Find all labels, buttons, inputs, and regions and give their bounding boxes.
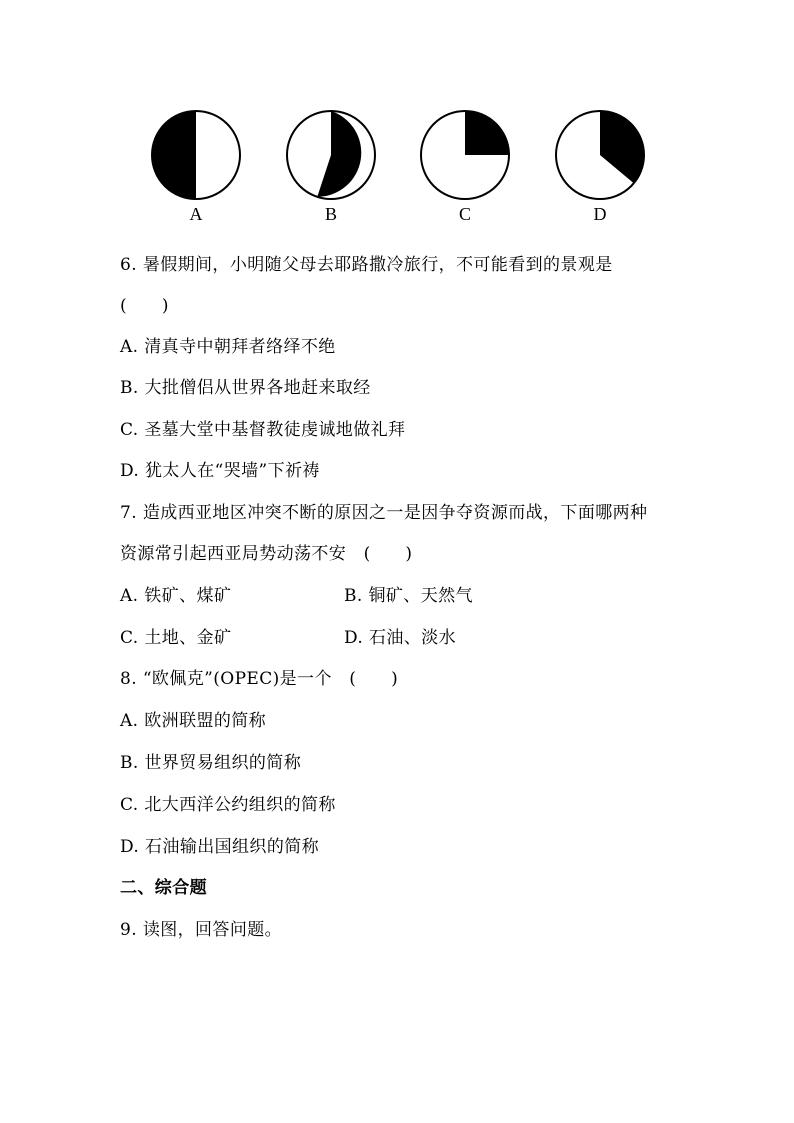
q8-option-d: D. 石油输出国组织的简称 bbox=[120, 837, 320, 857]
q7-option-d: D. 石油、淡水 bbox=[344, 628, 457, 648]
q8-option-c: C. 北大西洋公约组织的简称 bbox=[120, 795, 336, 815]
figure-label-b: B bbox=[324, 204, 337, 224]
q8-option-a: A. 欧洲联盟的简称 bbox=[120, 711, 267, 731]
circle-d bbox=[556, 111, 644, 199]
q8-option-b: B. 世界贸易组织的简称 bbox=[120, 753, 302, 773]
q6-option-b: B. 大批僧侣从世界各地赶来取经 bbox=[120, 378, 371, 398]
q7-stem-line2: 资源常引起西亚局势动荡不安 ( ) bbox=[120, 544, 413, 564]
q6-option-a: A. 清真寺中朝拜者络绎不绝 bbox=[120, 337, 336, 357]
circle-a bbox=[152, 111, 240, 199]
q7-option-a: A. 铁矿、煤矿 bbox=[120, 586, 232, 606]
figure-label-d: D bbox=[593, 204, 607, 224]
moon-phase-figure bbox=[0, 0, 794, 240]
q6-stem: 6. 暑假期间，小明随父母去耶路撒冷旅行，不可能看到的景观是 bbox=[120, 255, 613, 275]
section-title: 二、综合题 bbox=[120, 878, 207, 898]
q6-answer-blank: ( ) bbox=[120, 296, 169, 316]
figure-label-c: C bbox=[458, 204, 471, 224]
q6-option-c: C. 圣墓大堂中基督教徒虔诚地做礼拜 bbox=[120, 420, 406, 440]
figure-label-a: A bbox=[189, 204, 203, 224]
circle-c bbox=[421, 111, 509, 199]
q8-stem: 8. “欧佩克”(OPEC)是一个 ( ) bbox=[120, 669, 399, 689]
q7-option-b: B. 铜矿、天然气 bbox=[344, 586, 473, 606]
q6-option-d: D. 犹太人在“哭墙”下祈祷 bbox=[120, 461, 320, 481]
circle-b bbox=[287, 111, 375, 199]
q9-stem: 9. 读图，回答问题。 bbox=[120, 920, 283, 940]
q7-stem-line1: 7. 造成西亚地区冲突不断的原因之一是因争夺资源而战，下面哪两种 bbox=[120, 503, 648, 523]
q7-option-c: C. 土地、金矿 bbox=[120, 628, 232, 648]
